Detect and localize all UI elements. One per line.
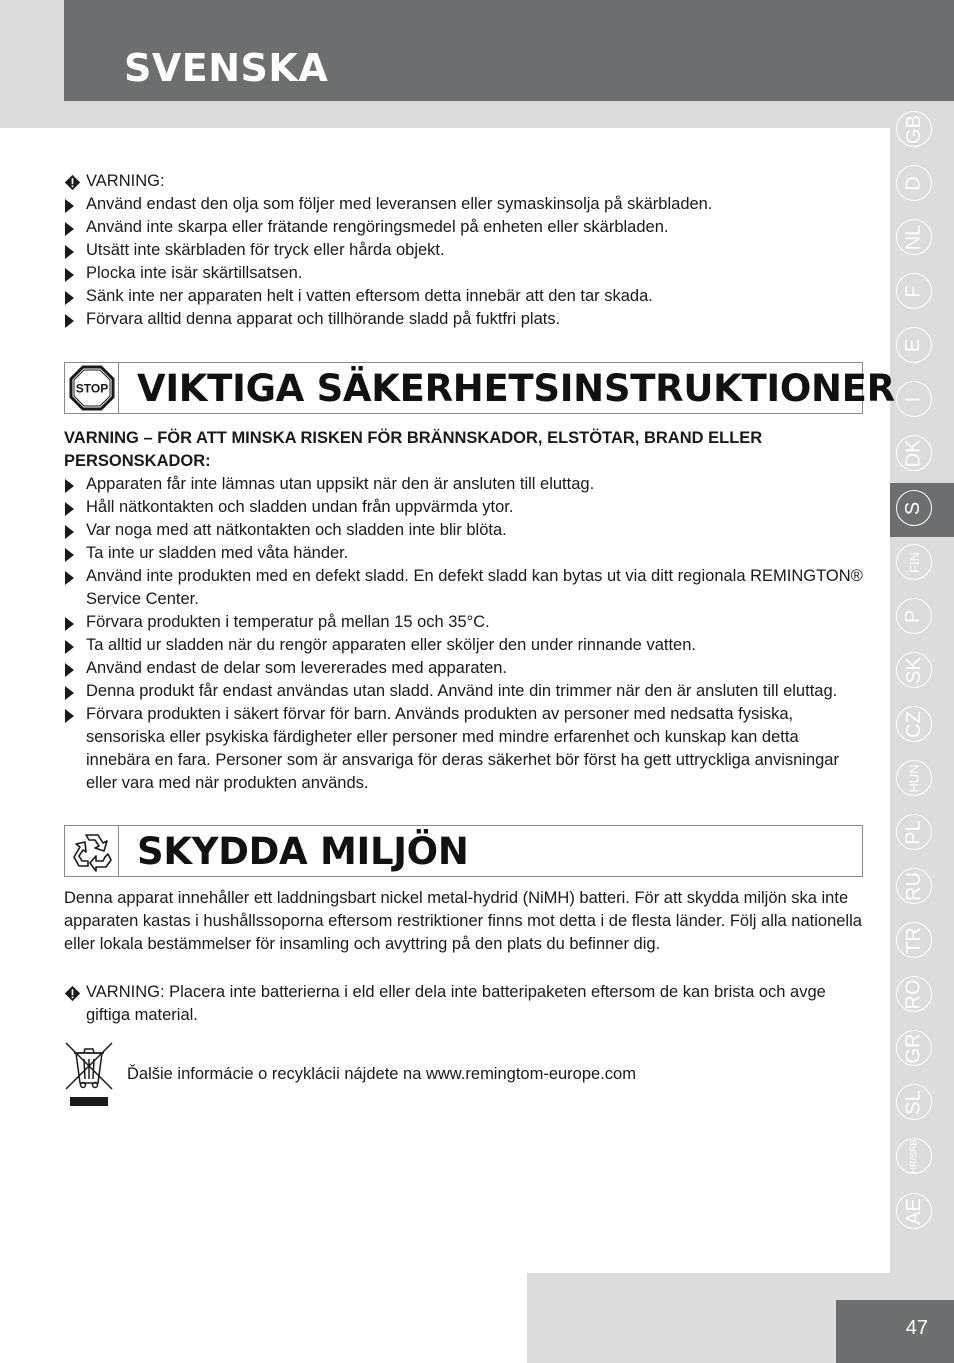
language-tab-sl[interactable]: SL [896,1084,932,1120]
language-tab-ro[interactable]: RO [896,976,932,1012]
language-tab-hr-srb[interactable]: HR/SRB [896,1138,932,1174]
bullet-arrow-icon [65,199,74,213]
warning-block-top [64,170,864,331]
language-tab-dk[interactable]: DK [896,435,932,471]
stop-sign-icon [69,365,115,411]
warning-icon [64,174,81,191]
language-tab-e[interactable]: E [896,327,932,363]
list-item: Ta inte ur sladden med våta händer. [64,542,864,565]
bullet-arrow-icon [65,291,74,305]
language-tab-gr[interactable]: GR [896,1030,932,1066]
list-item: Använd endast de delar som levererades med apparaten. [64,657,864,680]
list-item: Apparaten får inte lämnas utan uppsikt när den är ansluten till eluttag. [64,473,864,496]
section-title-environment: SKYDDA MILJÖN [137,830,469,873]
list-item: Använd inte skarpa eller frätande rengöringsmedel på enheten eller skärbladen. [64,216,864,239]
language-tab-cz[interactable]: CZ [896,706,932,742]
bullet-arrow-icon [65,663,74,677]
bullet-arrow-icon [65,709,74,723]
list-item: Utsätt inte skärbladen för tryck eller hårda objekt. [64,239,864,262]
environment-paragraph: Denna apparat innehåller ett laddningsbart nickel metal-hydrid (NiMH) batteri. För att skydda miljön ska inte apparaten kastas i hushållssoporna eftersom restriktioner finns mot detta i de flesta länder. Följ alla nationella eller lokala bestämmelser för insamling och avyttring på den plats du befinner dig. [64,889,862,953]
language-tab-hun[interactable]: HUN [896,760,932,796]
page-title: SVENSKA [124,46,329,90]
battery-warning [64,981,864,1027]
bullet-arrow-icon [65,617,74,631]
bullet-arrow-icon [65,222,74,236]
list-item: Använd inte produkten med en defekt sladd. En defekt sladd kan bytas ut via ditt regionala REMINGTON® Service Center. [64,565,864,611]
crossed-bin-icon [64,1039,114,1111]
bullet-arrow-icon [65,268,74,282]
list-item: Sänk inte ner apparaten helt i vatten eftersom detta innebär att den tar skada. [64,285,864,308]
bullet-arrow-icon [65,245,74,259]
list-item: Plocka inte isär skärtillsatsen. [64,262,864,285]
bullet-arrow-icon [65,571,74,585]
battery-warning-text: VARNING: Placera inte batterierna i eld eller dela inte batteripaketen eftersom de kan brista och avge giftiga material. [86,983,826,1024]
section-header-safety [64,362,895,414]
list-item: Var noga med att nätkontakten och sladden inte blir blöta. [64,519,864,542]
safety-list [64,473,864,795]
page-number-box [836,1300,954,1363]
warning-label: VARNING: [86,172,165,190]
language-tab-f[interactable]: F [896,273,932,309]
list-item: Ta alltid ur sladden när du rengör apparaten eller sköljer den under rinnande vatten. [64,634,864,657]
language-tab-i[interactable]: I [896,381,932,417]
list-item: Förvara produkten i säkert förvar för barn. Används produkten av personer med nedsatta fysiska, sensoriska eller psykiska färdigheter eller personer med mindre erfarenhet och kunskap kan detta innebära en fara. Personer som är ansvariga för deras säkerhet bör först ha gett uttryckliga anvisningar eller vara med när produkten används. [64,703,864,795]
warning-icon [64,985,81,1002]
recycle-icon-cell [65,826,119,876]
list-item: Håll nätkontakten och sladden undan från uppvärmda ytor. [64,496,864,519]
language-tab-ae[interactable]: AE [896,1193,932,1229]
safety-body [64,427,864,795]
bullet-arrow-icon [65,502,74,516]
recycling-info-row [64,1039,864,1111]
bullet-arrow-icon [65,548,74,562]
bullet-arrow-icon [65,686,74,700]
language-tab-tr[interactable]: TR [896,922,932,958]
header-bar [64,0,954,101]
language-tab-gb[interactable]: GB [896,111,932,147]
language-tab-pl[interactable]: PL [896,814,932,850]
bullet-arrow-icon [65,314,74,328]
list-item: Förvara produkten i temperatur på mellan 15 och 35°C. [64,611,864,634]
recycle-icon [70,829,114,873]
bullet-arrow-icon [65,479,74,493]
list-item: Använd endast den olja som följer med leveransen eller symaskinsolja på skärbladen. [64,193,864,216]
section-title-safety: VIKTIGA SÄKERHETSINSTRUKTIONER [137,367,895,410]
recycling-info-text: Ďalšie informácie o recyklácii nájdete na www.remingtom-europe.com [127,1065,636,1083]
list-item: Förvara alltid denna apparat och tillhörande sladd på fuktfri plats. [64,308,864,331]
bullet-arrow-icon [65,525,74,539]
list-item: Denna produkt får endast användas utan sladd. Använd inte din trimmer när den är ansluten till eluttag. [64,680,864,703]
language-tab-sk[interactable]: SK [896,652,932,688]
language-tab-s[interactable]: S [896,490,932,526]
stop-icon-cell [65,363,119,413]
language-tab-ru[interactable]: RU [896,868,932,904]
warning-label-row [64,170,864,193]
page-number: 47 [905,1317,928,1339]
section-header-environment [64,825,863,877]
language-tab-fin[interactable]: FIN [896,544,932,580]
language-tab-p[interactable]: P [896,598,932,634]
bullet-arrow-icon [65,640,74,654]
warning-list [64,193,864,331]
language-tab-d[interactable]: D [896,165,932,201]
main-content [64,170,895,1111]
svg-text:STOP: STOP [75,381,108,396]
safety-warning-heading: VARNING – FÖR ATT MINSKA RISKEN FÖR BRÄNNSKADOR, ELSTÖTAR, BRAND ELLER PERSONSKADOR: [64,429,763,470]
language-tab-nl[interactable]: NL [896,219,932,255]
